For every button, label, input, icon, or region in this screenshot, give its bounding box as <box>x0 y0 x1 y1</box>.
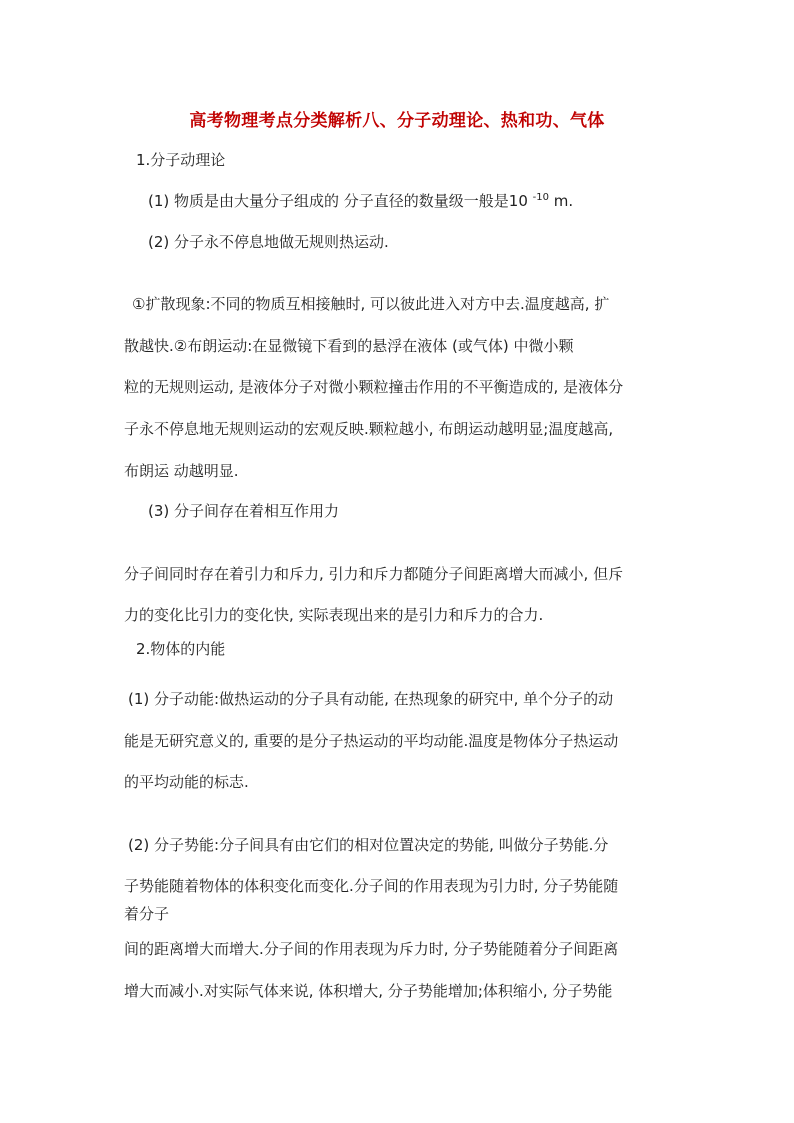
paragraph-1-line-2: 散越快.②布朗运动:在显微镜下看到的悬浮在液体 (或气体) 中微小颗 <box>124 337 574 355</box>
section-1-heading: 1.分子动理论 <box>136 151 226 169</box>
paragraph-4-line-5: 增大而减小.对实际气体来说, 体积增大, 分子势能增加;体积缩小, 分子势能 <box>124 982 613 1000</box>
paragraph-4-line-3: 着分子 <box>124 905 170 923</box>
paragraph-1-line-3: 粒的无规则运动, 是液体分子对微小颗粒撞击作用的不平衡造成的, 是液体分 <box>124 378 624 396</box>
paragraph-2-line-1: 分子间同时存在着引力和斥力, 引力和斥力都随分子间距离增大而减小, 但斥 <box>124 565 624 583</box>
paragraph-4-line-4: 间的距离增大而增大.分子间的作用表现为斥力时, 分子势能随着分子间距离 <box>124 940 619 958</box>
exponent: -10 <box>532 192 549 203</box>
paragraph-3-line-2: 能是无研究意义的, 重要的是分子热运动的平均动能.温度是物体分子热运动 <box>124 732 619 750</box>
paragraph-3-line-3: 的平均动能的标志. <box>124 773 249 791</box>
paragraph-1-line-4: 子永不停息地无规则运动的宏观反映.颗粒越小, 布朗运动越明显;温度越高, <box>124 420 614 438</box>
paragraph-2-line-2: 力的变化比引力的变化快, 实际表现出来的是引力和斥力的合力. <box>124 606 544 624</box>
document-title: 高考物理考点分类解析八、分子动理论、热和功、气体 <box>189 111 605 131</box>
unit: m. <box>549 192 574 210</box>
paragraph-3-line-1: (1) 分子动能:做热运动的分子具有动能, 在热现象的研究中, 单个分子的动 <box>128 690 614 708</box>
paragraph-1-line-5: 布朗运 动越明显. <box>124 462 239 480</box>
section-1-item-3: (3) 分子间存在着相互作用力 <box>148 502 340 520</box>
section-1-item-2: (2) 分子永不停息地做无规则热运动. <box>148 233 389 251</box>
item-1-text: (1) 物质是由大量分子组成的 分子直径的数量级一般是10 <box>148 192 533 210</box>
paragraph-1-line-1: ①扩散现象:不同的物质互相接触时, 可以彼此进入对方中去.温度越高, 扩 <box>132 295 610 313</box>
section-1-item-1 <box>148 191 573 211</box>
paragraph-4-line-2: 子势能随着物体的体积变化而变化.分子间的作用表现为引力时, 分子势能随 <box>124 877 619 895</box>
section-2-heading: 2.物体的内能 <box>136 640 226 658</box>
paragraph-4-line-1: (2) 分子势能:分子间具有由它们的相对位置决定的势能, 叫做分子势能.分 <box>128 836 609 854</box>
